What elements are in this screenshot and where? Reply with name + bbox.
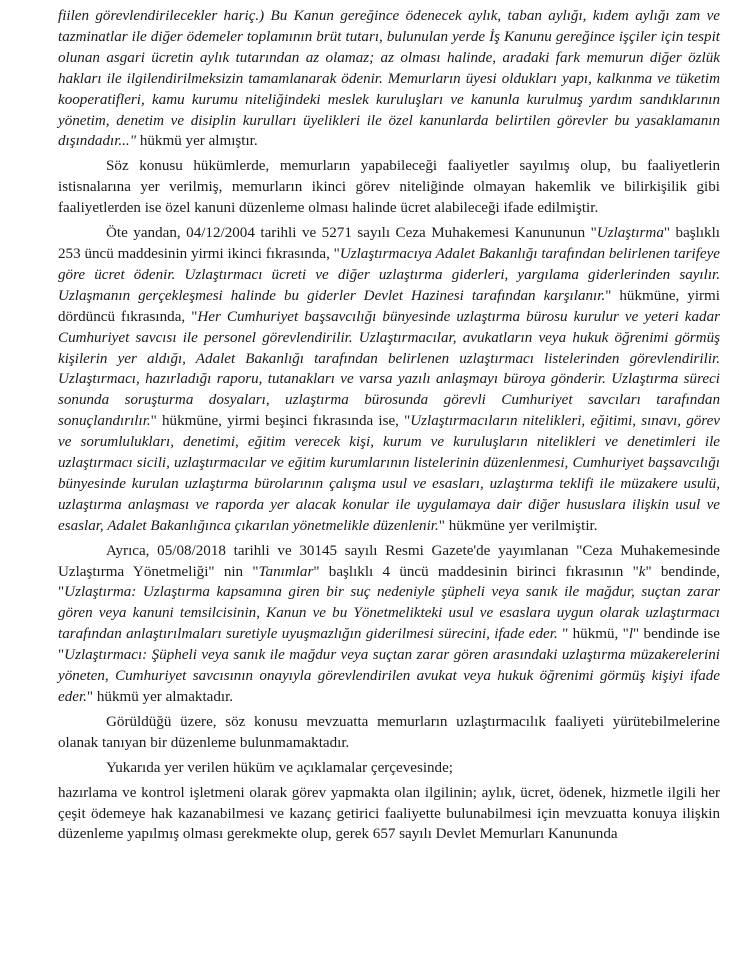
paragraph-5: [58, 712, 720, 754]
quoted-text: Uzlaştırmacıların nitelikleri, eğitimi, sınavı, görev ve sorumlulukları, denetimi, eğitim verecek kişi, kurum ve kuruluşların nitelikleri ve denetimleri ile uzlaştırmacı sicili, uzlaştırmacılar ve eğitim kurumlarının listelerinin düzenlenmesi, Cumhuriyet başsavcılığı bünyesinde kurulan uzlaştırma bürolarının çalışma usul ve esasları, uzlaştırma teklifi ile müzakere usulü, uzlaştırma anlaşması ve raporda yer alacak konular ile uygulamaya dair diğer hususlara ilişkin usul ve esaslar, Adalet Bakanlığınca çıkarılan yönetmelikle düzenlenir.: [58, 413, 721, 534]
quoted-text: Uzlaştırmacı: Şüpheli veya sanık ile mağdur veya suçtan zarar gören arasındaki uzlaştırma müzakerelerini yöneten, Cumhuriyet savcısının onayıyla görevlendirilen avukat veya hukuk öğrenimi görmüş kişiyi ifade eder.: [58, 647, 720, 705]
plain-text: " bendinde ise ": [58, 626, 720, 664]
plain-text: Yukarıda yer verilen hüküm ve açıklamalar çerçevesinde;: [106, 759, 453, 776]
quoted-text: Uzlaştırma: Uzlaştırma kapsamına giren bir suç nedeniyle şüpheli veya sanık ile mağdur, suçtan zarar gören veya kanuni temsilcisinin, Kanun ve bu Yönetmelikteki usul ve esaslara uygun olarak uzlaştırmacı tarafından anlaştırılmaları suretiyle uyuşmazlığın giderilmesi sürecini, ifade eder.: [58, 584, 720, 643]
paragraph-3: [58, 223, 720, 537]
quoted-text: Her Cumhuriyet başsavcılığı bünyesinde uzlaştırma bürosu kurulur ve yeteri kadar Cumhuriyet savcısı ile personel görevlendirilir. Uzlaştırmacılar, avukatların veya hukuk öğrenimi görmüş kişilerin yer aldığı, Adalet Bakanlığı tarafından belirlenen uzlaştırmacı listelerinden görevlendirilir. Uzlaştırmacı, hazırladığı raporu, tutanakları ve varsa yazılı anlaşmayı büroya gönderir. Uzlaştırma süreci sonunda soruşturma dosyaları, uzlaştırma bürosunda görevli Cumhuriyet savcıları tarafından sonuçlandırılır.: [58, 308, 720, 430]
plain-text: Ayrıca, 05/08/2018 tarihli ve 30145 sayılı Resmi Gazete'de yayımlanan "Ceza Muhakemesinde Uzlaştırma Yönetmeliği" nin ": [58, 542, 720, 580]
paragraph-2: [58, 156, 720, 219]
plain-text: " hükmüne yer verilmiştir.: [438, 517, 598, 534]
plain-text: " hükmüne, yirmi beşinci fıkrasında ise, ": [150, 413, 411, 430]
quoted-text: l: [628, 626, 634, 643]
plain-text: " hükmüne, yirmi dördüncü fıkrasında, ": [58, 287, 720, 325]
plain-text: hükmü yer almıştır.: [136, 133, 258, 150]
plain-text: Öte yandan, 04/12/2004 tarihli ve 5271 sayılı Ceza Muhakemesi Kanununun ": [106, 225, 597, 242]
plain-text: " başlıklı 4 üncü maddesinin birinci fıkrasının ": [313, 563, 639, 580]
plain-text: " bendinde, ": [58, 563, 720, 601]
plain-text: Görüldüğü üzere, söz konusu mevzuatta memurların uzlaştırmacılık faaliyeti yürütebilmelerine olanak tanıyan bir düzenleme bulunmamaktadır.: [58, 713, 720, 751]
paragraph-6: [58, 758, 720, 779]
plain-text: Söz konusu hükümlerde, memurların yapabileceği faaliyetler sayılmış olup, bu faaliyetlerin istisnalarına yer verilmiş, memurların ikinci görev niteliğinde olmayan hakemlik ve bilirkişilik gibi faaliyetlerden ise özel kanuni düzenleme olması halinde ücret alabileceği ifade edilmiştir.: [58, 158, 720, 217]
plain-text: " hükmü yer almaktadır.: [86, 689, 234, 705]
quoted-text: k: [638, 563, 646, 580]
paragraph-7: [58, 783, 720, 846]
plain-text: hazırlama ve kontrol işletmeni olarak görev yapmakta olan ilgilinin; aylık, ücret, ödenek, hizmetle ilgili her çeşit ödemeye hak kazanabilmesi ve kazanç getirici faaliyette bulunabilmesi için mevzuatta konuya ilişkin düzenleme yapılmış olması gerekmekte olup, gerek 657 sayılı Devlet Memurları Kanununda: [58, 784, 720, 843]
quoted-text: fiilen görevlendirilecekler hariç.) Bu Kanun gereğince ödenecek aylık, taban aylığı, kıdem aylığı zam ve tazminatlar ile diğer ödemeler toplamının brüt tutarı, bulunulan yerde İş Kanunu gereğince işçiler için tespit olunan asgari ücretin aylık tutarından az olamaz; az olması halinde, aradaki fark memurun diğer özlük hakları ile ilgilendirilmeksizin tamamlanarak ödenir. Memurların üyesi oldukları yapı, kalkınma ve tüketim kooperatifleri, kamu kurumu niteliğindeki meslek kuruluşları ve kanunla kurulmuş yardım sandıklarının yönetim, denetim ve disiplin kurulları üyelikleri ile özel kanunlarda belirtilen görevler bu yasaklamanın dışındadır...": [58, 8, 720, 150]
plain-text: " hükmü, ": [557, 626, 629, 643]
quoted-text: Uzlaştırma: [596, 225, 664, 242]
quoted-text: Uzlaştırmacıya Adalet Bakanlığı tarafından belirlenen tarifeye göre ücret ödenir. Uzlaştırmacı ücreti ve diğer uzlaştırma giderleri, yargılama giderlerinden sayılır. Uzlaşmanın gerçekleşmesi halinde bu giderler Devlet Hazinesi tarafından karşılanır.: [58, 245, 720, 304]
paragraph-1: [58, 6, 720, 152]
plain-text: " başlıklı 253 üncü maddesinin yirmi ikinci fıkrasında, ": [58, 225, 720, 262]
paragraph-4: [58, 541, 720, 708]
quoted-text: Tanımlar: [258, 563, 314, 580]
